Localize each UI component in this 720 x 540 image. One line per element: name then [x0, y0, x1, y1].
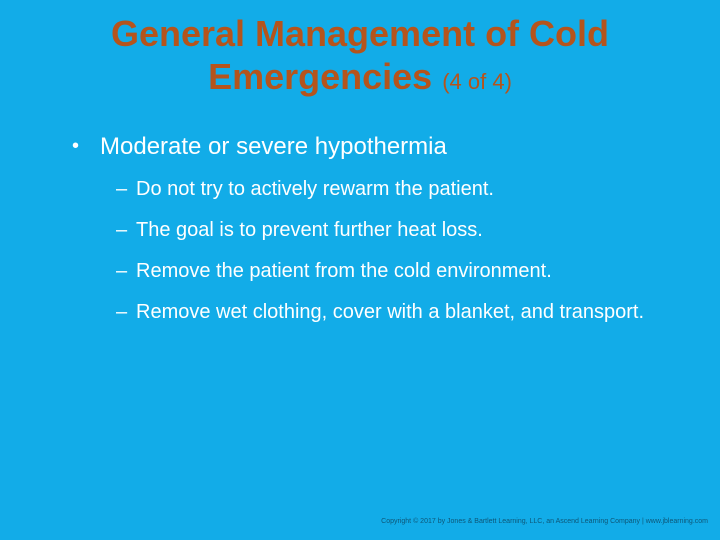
- bullet-list: [72, 131, 672, 339]
- sub-bullet-item: [116, 257, 672, 285]
- slide-title-suffix: (4 of 4): [442, 69, 512, 94]
- copyright-footer: Copyright © 2017 by Jones & Bartlett Learning, LLC, an Ascend Learning Company | www.jblearning.com: [381, 518, 708, 525]
- sub-bullet-item: [116, 298, 672, 326]
- sub-bullet-item: [116, 216, 672, 244]
- sub-bullet-text: Do not try to actively rewarm the patient.: [136, 178, 494, 200]
- sub-bullet-marker: –: [116, 219, 128, 241]
- sub-bullet-text: The goal is to prevent further heat loss.: [136, 219, 483, 241]
- bullet-text: Moderate or severe hypothermia: [100, 133, 447, 160]
- sub-bullet-marker: –: [116, 178, 128, 200]
- sub-bullet-marker: –: [116, 260, 128, 282]
- sub-bullet-text: Remove the patient from the cold environment.: [136, 260, 552, 282]
- sub-bullet-marker: –: [116, 301, 128, 323]
- bullet-item: [72, 131, 672, 162]
- slide-title: [40, 12, 680, 103]
- sub-bullet-text: Remove wet clothing, cover with a blanket, and transport.: [136, 301, 645, 323]
- slide-title-main: General Management of Cold Emergencies: [110, 13, 610, 97]
- sub-bullet-item: [116, 175, 672, 203]
- bullet-marker: •: [72, 135, 80, 157]
